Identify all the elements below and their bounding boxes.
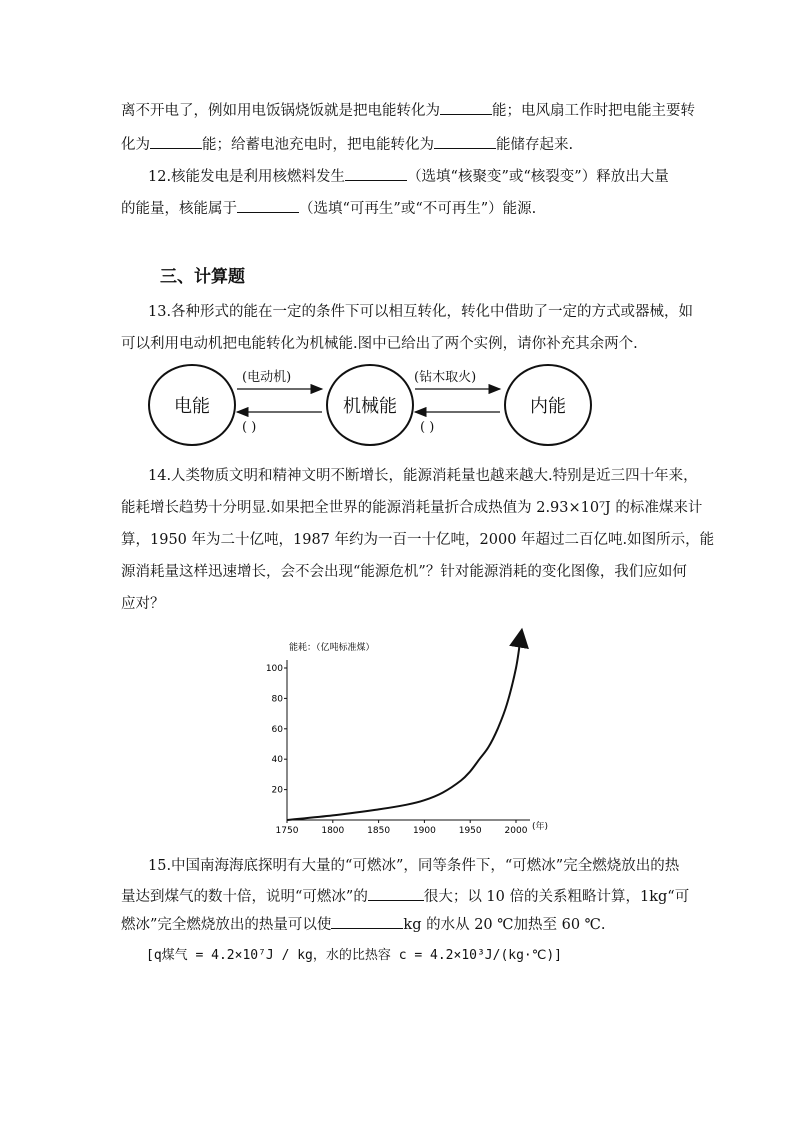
node-internal-energy: 内能 bbox=[504, 364, 592, 446]
y-tick-label: 60 bbox=[271, 724, 283, 735]
q15-formula: [q煤气 = 4.2×10⁷J / kg，水的比热容 c = 4.2×10³J/(kg·℃)] bbox=[146, 948, 563, 963]
node-mechanical-energy: 机械能 bbox=[326, 364, 414, 446]
q13-line1: 13.各种形式的能在一定的条件下可以相互转化，转化中借助了一定的方式或器械，如 bbox=[148, 304, 694, 320]
x-tick-label: 1750 bbox=[275, 826, 299, 836]
y-axis-label: 能耗：（亿吨标准煤） bbox=[289, 643, 375, 653]
x-tick-label: 1850 bbox=[367, 826, 391, 836]
answer-blank[interactable] bbox=[331, 914, 403, 929]
x-tick-label: 1800 bbox=[321, 826, 345, 836]
q14-line4: 源消耗量这样迅速增长，会不会出现“能源危机”？针对能源消耗的变化图像，我们应如何 bbox=[121, 564, 687, 580]
node-electric-energy: 电能 bbox=[148, 364, 236, 446]
q15-line1: 15.中国南海海底探明有大量的“可燃冰”，同等条件下，“可燃冰”完全燃烧放出的热 bbox=[148, 858, 680, 874]
y-tick-label: 100 bbox=[265, 664, 283, 674]
x-axis-label: (年) bbox=[532, 822, 549, 832]
label-drill-wood: (钻木取火) bbox=[414, 370, 477, 385]
x-tick-label: 1950 bbox=[458, 826, 482, 836]
y-tick-label: 40 bbox=[271, 755, 283, 766]
series-line bbox=[287, 638, 521, 820]
x-tick-label: 1900 bbox=[412, 826, 436, 836]
q15-line3: 燃冰”完全燃烧放出的热量可以使 kg 的水从 20 ℃加热至 60 ℃. bbox=[121, 914, 606, 935]
q14-line2: 能耗增长趋势十分明显.如果把全世界的能源消耗量折合成热值为 2.93×10⁷J 的标准煤来计 bbox=[121, 500, 703, 516]
x-tick-label: 2000 bbox=[504, 826, 528, 836]
y-tick-label: 20 bbox=[271, 785, 283, 796]
q11-line1: 离不开电了，例如用电饭锅烧饭就是把电能转化为 能；电风扇工作时把电能主要转 bbox=[121, 100, 695, 121]
answer-blank[interactable] bbox=[368, 886, 424, 901]
answer-bracket-1[interactable]: ( ) bbox=[242, 420, 257, 435]
q13-line2: 可以利用电动机把电能转化为机械能.图中已给出了两个实例，请你补充其余两个. bbox=[121, 336, 638, 352]
q11-line2: 化为 能；给蓄电池充电时，把电能转化为 能储存起来. bbox=[121, 134, 573, 155]
y-tick-label: 80 bbox=[271, 694, 283, 705]
q15-line2: 量达到煤气的数十倍，说明“可燃冰”的 很大；以 10 倍的关系粗略计算，1kg“可 bbox=[121, 886, 689, 907]
label-motor: (电动机) bbox=[242, 370, 292, 385]
q14-line5: 应对？ bbox=[121, 596, 165, 612]
answer-bracket-2[interactable]: ( ) bbox=[420, 420, 435, 435]
q14-line3: 算，1950 年为二十亿吨，1987 年约为一百一十亿吨，2000 年超过二百亿吨.如图所示，能 bbox=[121, 532, 715, 548]
q12-line1: 12.核能发电是利用核燃料发生 （选填“核聚变”或“核裂变”）释放出大量 bbox=[148, 166, 669, 187]
q12-line2: 的能量，核能属于 （选填“可再生”或“不可再生”）能源. bbox=[121, 198, 536, 219]
section-title: 三、计算题 bbox=[160, 267, 245, 287]
q14-line1: 14.人类物质文明和精神文明不断增长，能源消耗量也越来越大.特别是近三四十年来， bbox=[148, 468, 698, 484]
